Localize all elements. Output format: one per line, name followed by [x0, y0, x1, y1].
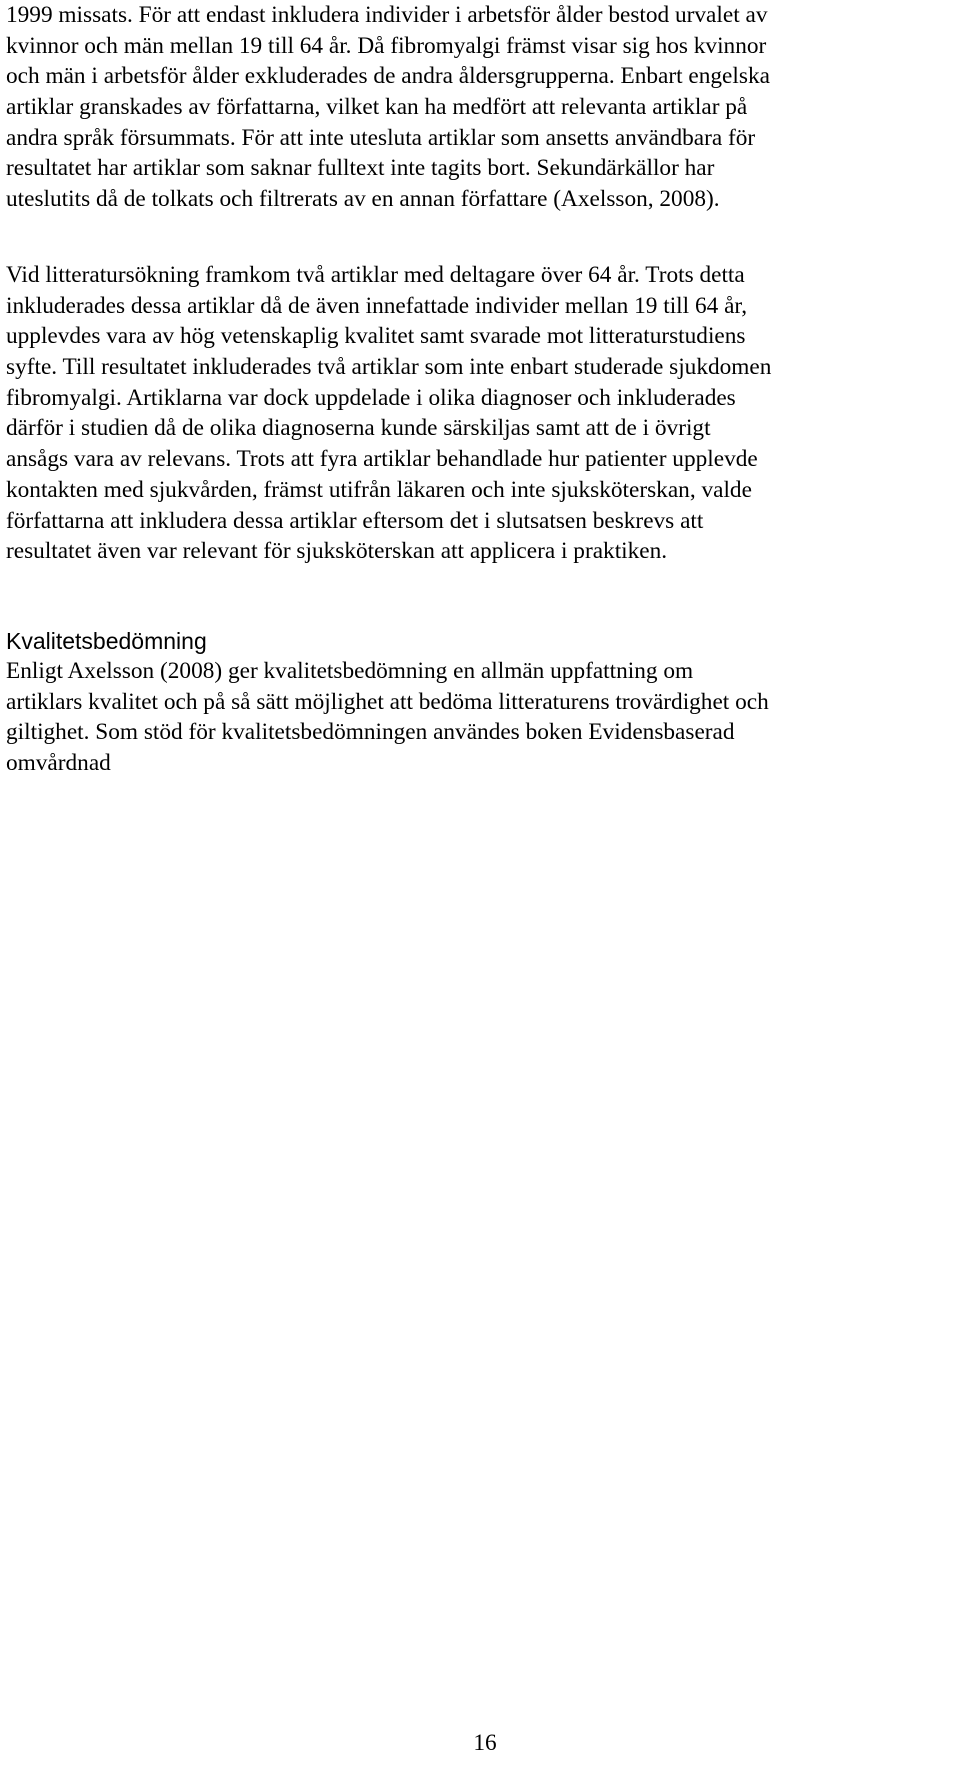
- text-line: resultatet även var relevant för sjuksköterskan att applicera i praktiken.: [6, 538, 668, 565]
- text-line: giltighet. Som stöd för kvalitetsbedömningen användes boken Evidensbaserad: [6, 719, 735, 746]
- text-line: 1999 missats. För att endast inkludera individer i arbetsför ålder bestod urvalet av: [6, 2, 768, 28]
- paragraph-limitations: [6, 0, 770, 215]
- paragraph-inclusion: [6, 260, 771, 567]
- text-line: kvinnor och män mellan 19 till 64 år. Då fibromyalgi främst visar sig hos kvinnor: [6, 32, 767, 59]
- text-line: författarna att inkludera dessa artiklar eftersom det i slutsatsen beskrevs att: [6, 507, 704, 534]
- text-line: resultatet har artiklar som saknar fulltext inte tagits bort. Sekundärkällor har: [6, 155, 715, 182]
- text-line: artiklar granskades av författarna, vilket kan ha medfört att relevanta artiklar på: [6, 94, 748, 121]
- text-line: omvårdnad: [6, 750, 111, 777]
- text-line: inkluderades dessa artiklar då de även innefattade individer mellan 19 till 64 år,: [6, 292, 748, 319]
- text-line: och män i arbetsför ålder exkluderades de andra åldersgrupperna. Enbart engelska: [6, 63, 770, 90]
- text-line: andra språk försummats. För att inte utesluta artiklar som ansetts användbara för: [6, 124, 756, 151]
- text-line: fibromyalgi. Artiklarna var dock uppdelade i olika diagnoser och inkluderades: [6, 384, 736, 411]
- text-line: artiklars kvalitet och på så sätt möjlighet att bedöma litteraturens trovärdighet och: [6, 688, 769, 715]
- paragraph-quality-assessment: [6, 656, 769, 779]
- section-heading: Kvalitetsbedömning: [6, 628, 207, 654]
- text-line: kontakten med sjukvården, främst utifrån läkaren och inte sjuksköterskan, valde: [6, 476, 752, 503]
- text-line: ansågs vara av relevans. Trots att fyra artiklar behandlade hur patienter upplevde: [6, 446, 758, 473]
- text-line: syfte. Till resultatet inkluderades två artiklar som inte enbart studerade sjukdomen: [6, 354, 772, 381]
- text-line: Enligt Axelsson (2008) ger kvalitetsbedömning en allmän uppfattning om: [6, 658, 694, 684]
- text-line: uteslutits då de tolkats och filtrerats av en annan författare (Axelsson, 2008).: [6, 186, 720, 213]
- text-line: Vid litteratursökning framkom två artiklar med deltagare över 64 år. Trots detta: [6, 262, 745, 288]
- page-number: 16: [473, 1730, 497, 1756]
- text-line: upplevdes vara av hög vetenskaplig kvalitet samt svarade mot litteraturstudiens: [6, 323, 746, 350]
- text-line: därför i studien då de olika diagnoserna kunde särskiljas samt att de i övrigt: [6, 415, 711, 442]
